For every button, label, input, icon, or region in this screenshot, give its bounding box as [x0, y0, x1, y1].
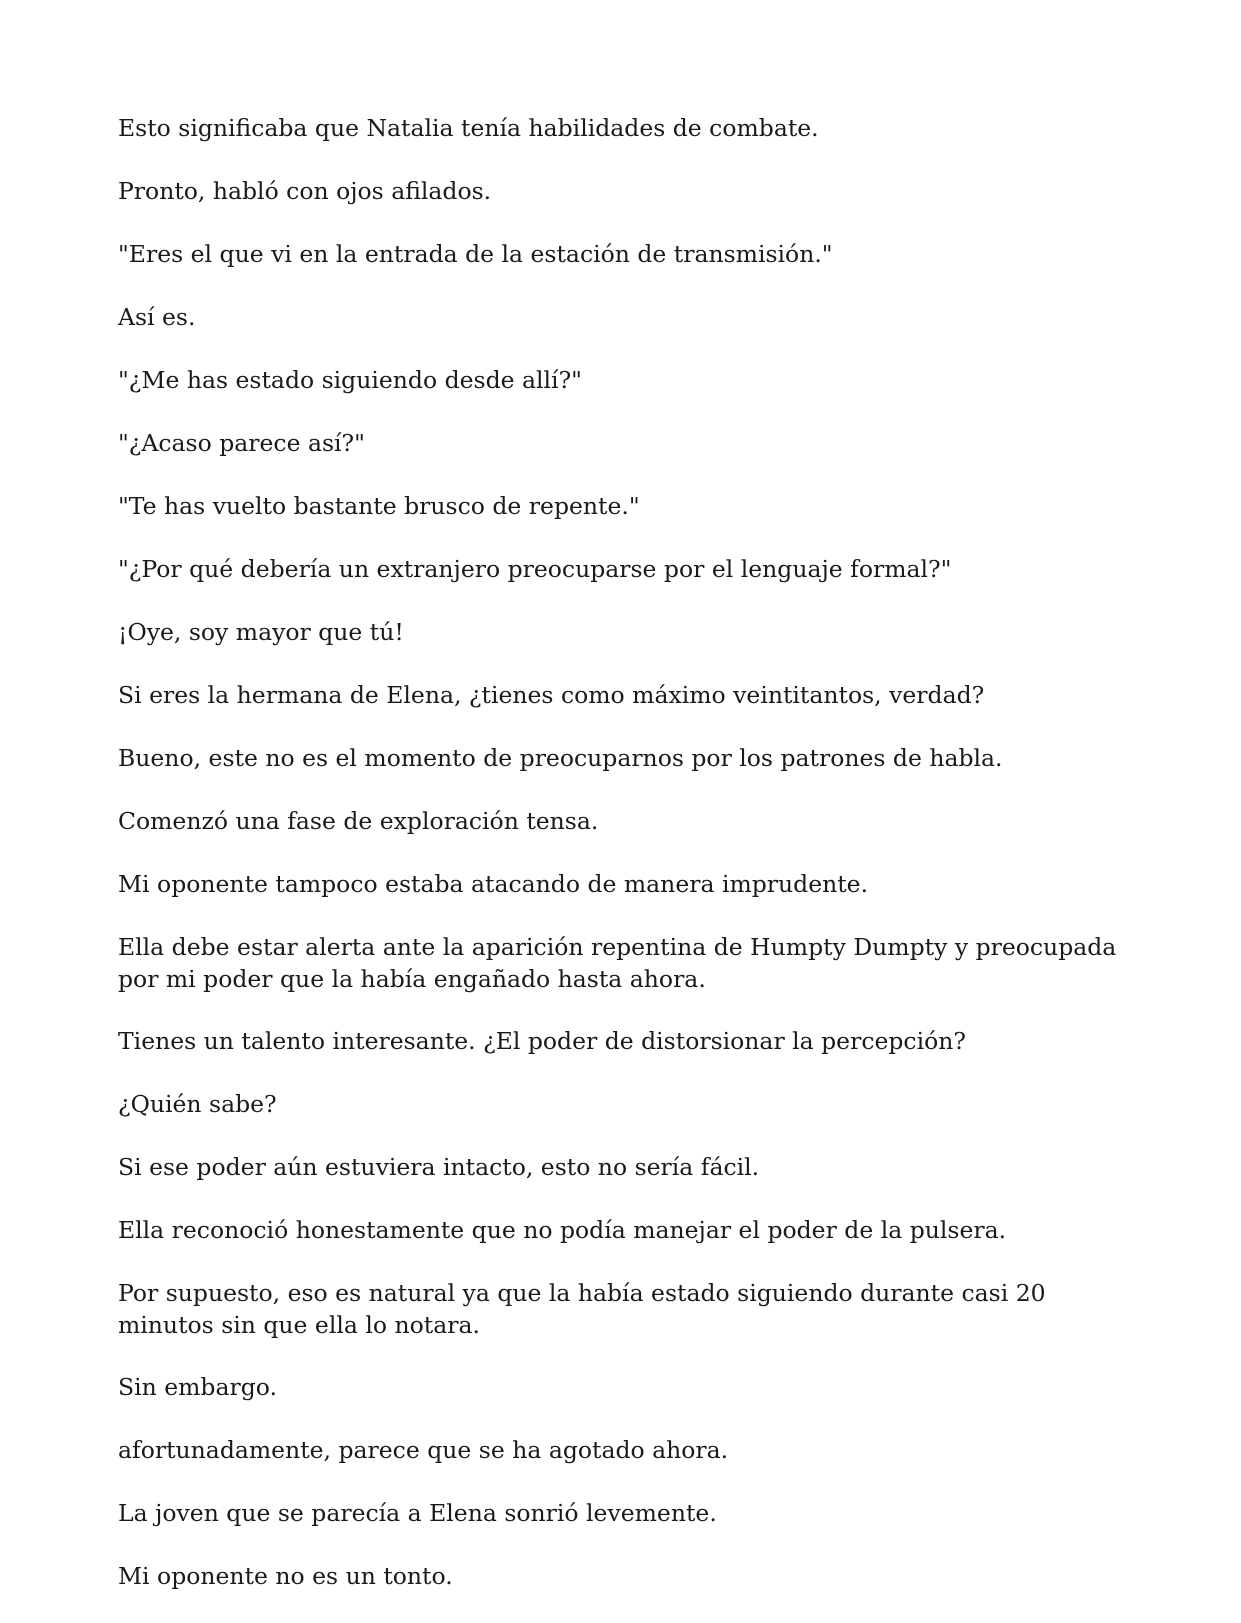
paragraph: Si eres la hermana de Elena, ¿tienes como máximo veintitantos, verdad?	[118, 681, 985, 709]
paragraph: Mi oponente no es un tonto.	[118, 1562, 453, 1590]
paragraph: "¿Me has estado siguiendo desde allí?"	[118, 366, 582, 394]
paragraph: Esto significaba que Natalia tenía habilidades de combate.	[118, 114, 819, 142]
paragraph: Pronto, habló con ojos afilados.	[118, 177, 492, 205]
paragraph: Ella reconoció honestamente que no podía manejar el poder de la pulsera.	[118, 1216, 1007, 1244]
paragraph: Tienes un talento interesante. ¿El poder de distorsionar la percepción?	[118, 1027, 966, 1055]
paragraph: ¿Quién sabe?	[118, 1090, 277, 1118]
paragraph: Sin embargo.	[118, 1373, 277, 1401]
paragraph: "¿Por qué debería un extranjero preocuparse por el lenguaje formal?"	[118, 555, 952, 583]
paragraph: Si ese poder aún estuviera intacto, esto no sería fácil.	[118, 1153, 760, 1181]
paragraph: Mi oponente tampoco estaba atacando de manera imprudente.	[118, 870, 869, 898]
paragraph: Ella debe estar alerta ante la aparición repentina de Humpty Dumpty y preocupada por mi poder que la había engañado hasta ahora.	[118, 933, 1117, 993]
paragraph: afortunadamente, parece que se ha agotado ahora.	[118, 1436, 729, 1464]
paragraph: La joven que se parecía a Elena sonrió levemente.	[118, 1499, 717, 1527]
paragraph: Comenzó una fase de exploración tensa.	[118, 807, 599, 835]
body-text	[118, 112, 1128, 1623]
paragraph: "¿Acaso parece así?"	[118, 429, 365, 457]
paragraph: ¡Oye, soy mayor que tú!	[118, 618, 404, 646]
paragraph: "Eres el que vi en la entrada de la estación de transmisión."	[118, 240, 833, 268]
paragraph: Por supuesto, eso es natural ya que la había estado siguiendo durante casi 20 minutos sin que ella lo notara.	[118, 1279, 1046, 1339]
paragraph: Bueno, este no es el momento de preocuparnos por los patrones de habla.	[118, 744, 1003, 772]
paragraph: Así es.	[118, 303, 196, 331]
paragraph: "Te has vuelto bastante brusco de repente."	[118, 492, 640, 520]
